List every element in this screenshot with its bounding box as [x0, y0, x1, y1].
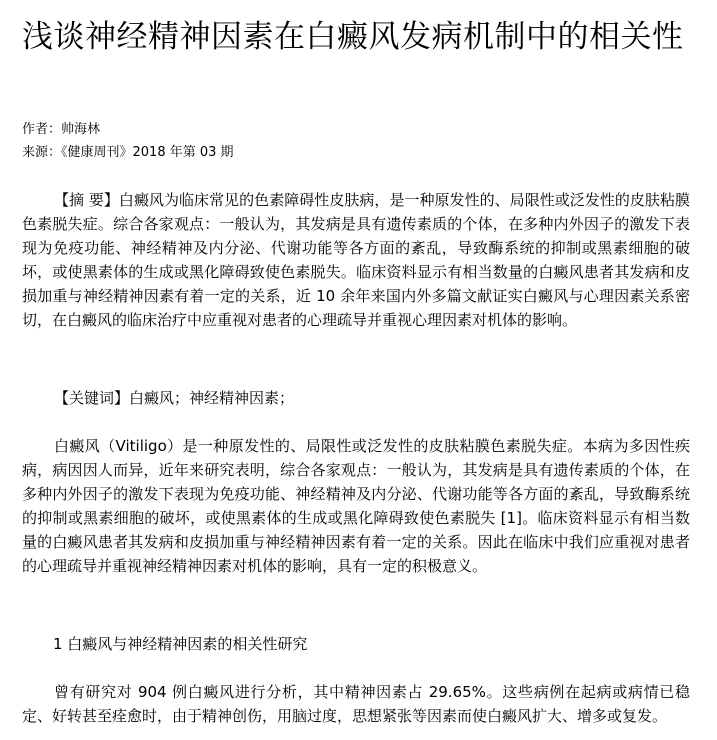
- article-title: 浅谈神经精神因素在白癜风发病机制中的相关性: [22, 19, 684, 55]
- intro-paragraph: 白癜风（Vitiligo）是一种原发性的、局限性或泛发性的皮肤粘膜色素脱失症。本病为多因性疾病，病因因人而异，近年来研究表明，综合各家观点：一般认为，其发病是具有遗传素质的个体，在多种内外因子的激发下表现为免疫功能、神经精神及内分泌、代谢功能等各方面的紊乱，导致酶系统的抑制或黑素细胞的破坏，或使黑素体的生成或黑化障碍致使色素脱失 [1]。临床资料显示有相当数量的白癜风患者其发病和皮损加重与神经精神因素有着一定的关系。因此在临床中我们应重视对患者的心理疏导并重视神经精神因素对机体的影响，具有一定的积极意义。: [22, 437, 690, 575]
- author-line: 作者：帅海林: [22, 122, 101, 137]
- section-heading: 1 白癜风与神经精神因素的相关性研究: [53, 635, 308, 653]
- keywords-paragraph: 【关键词】白癜风；神经精神因素；: [54, 389, 295, 407]
- source-line: 来源：《健康周刊》2018 年第 03 期: [22, 145, 234, 160]
- section-paragraph: 曾有研究对 904 例白癜风进行分析，其中精神因素占 29.65%。这些病例在起病或病情已稳定、好转甚至痊愈时，由于精神创伤，用脑过度，思想紧张等因素而使白癜风扩大、增多或复发。: [22, 683, 690, 725]
- abstract-paragraph: 【摘 要】白癜风为临床常见的色素障碍性皮肤病，是一种原发性的、局限性或泛发性的皮肤粘膜色素脱失症。综合各家观点：一般认为，其发病是具有遗传素质的个体，在多种内外因子的激发下表现为免疫功能、神经精神及内分泌、代谢功能等各方面的紊乱，导致酶系统的抑制或黑素细胞的破坏，或使黑素体的生成或黑化障碍致使色素脱失。临床资料显示有相当数量的白癜风患者其发病和皮损加重与神经精神因素有着一定的关系，近 10 余年来国内外多篇文献证实白癜风与心理因素关系密切，在白癜风的临床治疗中应重视对患者的心理疏导并重视心理因素对机体的影响。: [22, 191, 690, 329]
